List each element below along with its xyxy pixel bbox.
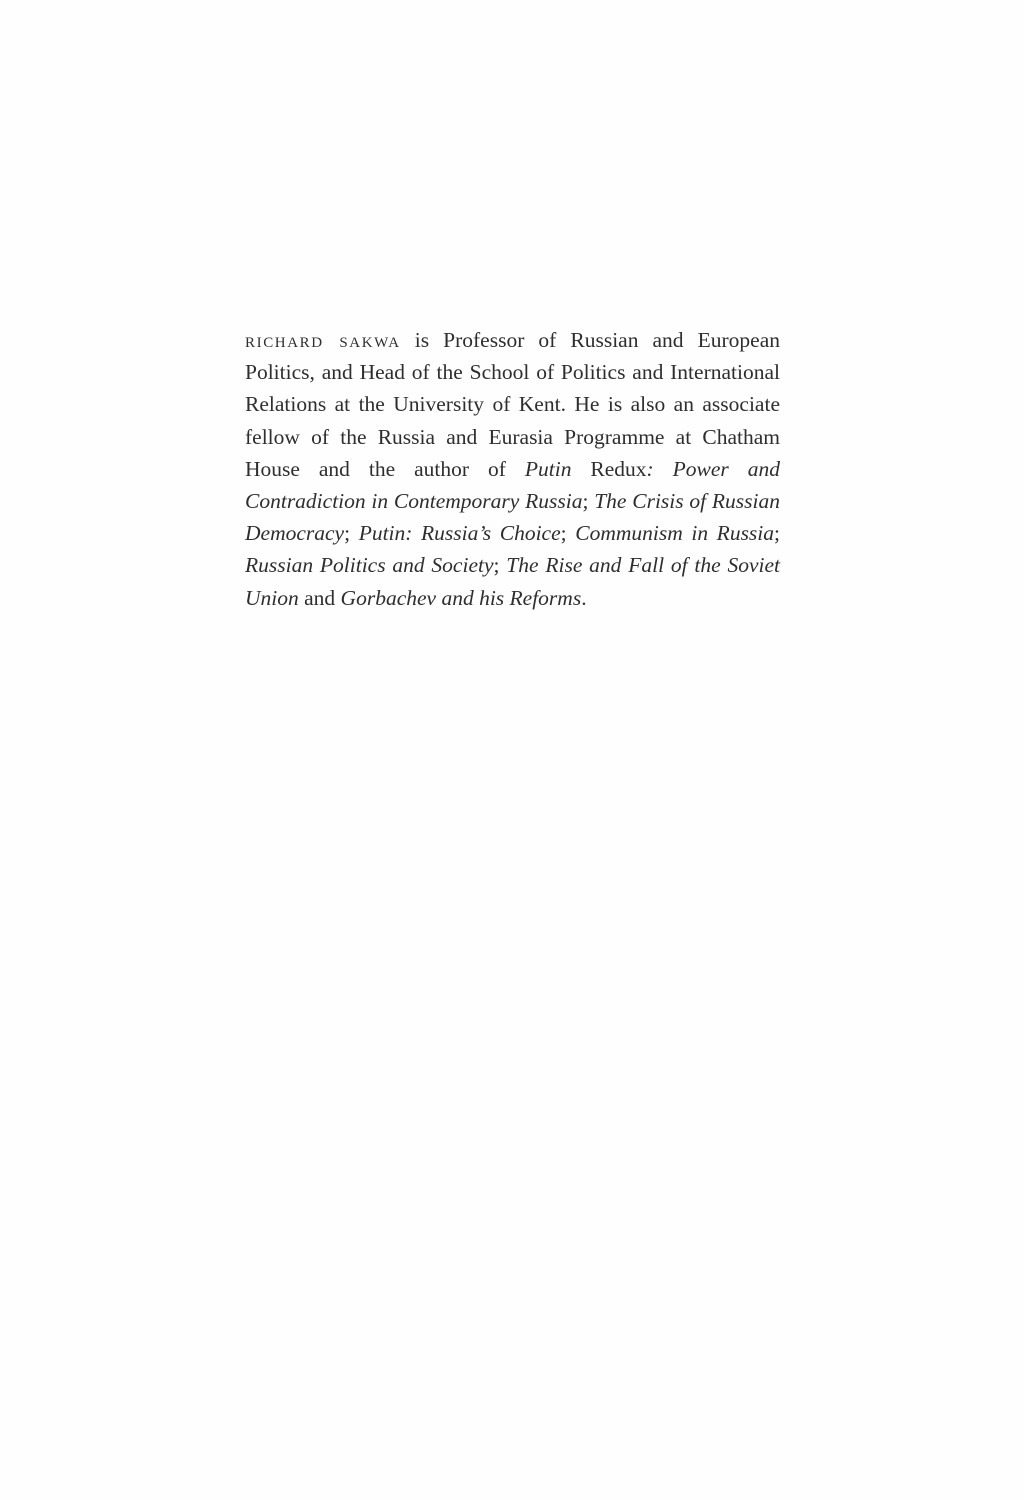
book-title-gorbachev-and-his-reforms: Gorbachev and his Reforms xyxy=(340,585,582,610)
author-name: richard sakwa xyxy=(245,328,401,352)
book-title-putin-russias-choice: Putin: Russia’s Choice xyxy=(358,521,561,546)
book-title-russian-politics-and-society: Russian Politics and Society xyxy=(245,553,494,578)
book-title-crisis-of-russian-democracy: The Crisis of Russian Democracy xyxy=(245,489,781,546)
author-bio-paragraph xyxy=(245,324,780,614)
separator: and xyxy=(298,585,341,610)
book-title-power-and-contradiction: : Power and Contradiction in Contemporary Russia xyxy=(245,456,780,514)
book-title-putin: Putin xyxy=(524,456,572,481)
book-title-communism-in-russia: Communism in Russia xyxy=(575,521,775,546)
separator: ; xyxy=(560,521,576,546)
bio-intro-text: is Professor of Russian and European Politics, and Head of the School of Politics and International Relations at the University of Kent. He is also an associate fellow of the Russia and Eurasia Programme at Chatham House and the author of xyxy=(245,328,780,481)
separator: ; xyxy=(493,553,507,578)
separator: ; xyxy=(774,521,781,546)
final-period: . xyxy=(581,585,587,610)
book-title-rise-and-fall-soviet-union: The Rise and Fall of the Soviet Union xyxy=(245,553,780,610)
separator: ; xyxy=(582,489,595,514)
book-title-redux-plain: Redux xyxy=(571,456,647,481)
separator: ; xyxy=(344,521,359,546)
